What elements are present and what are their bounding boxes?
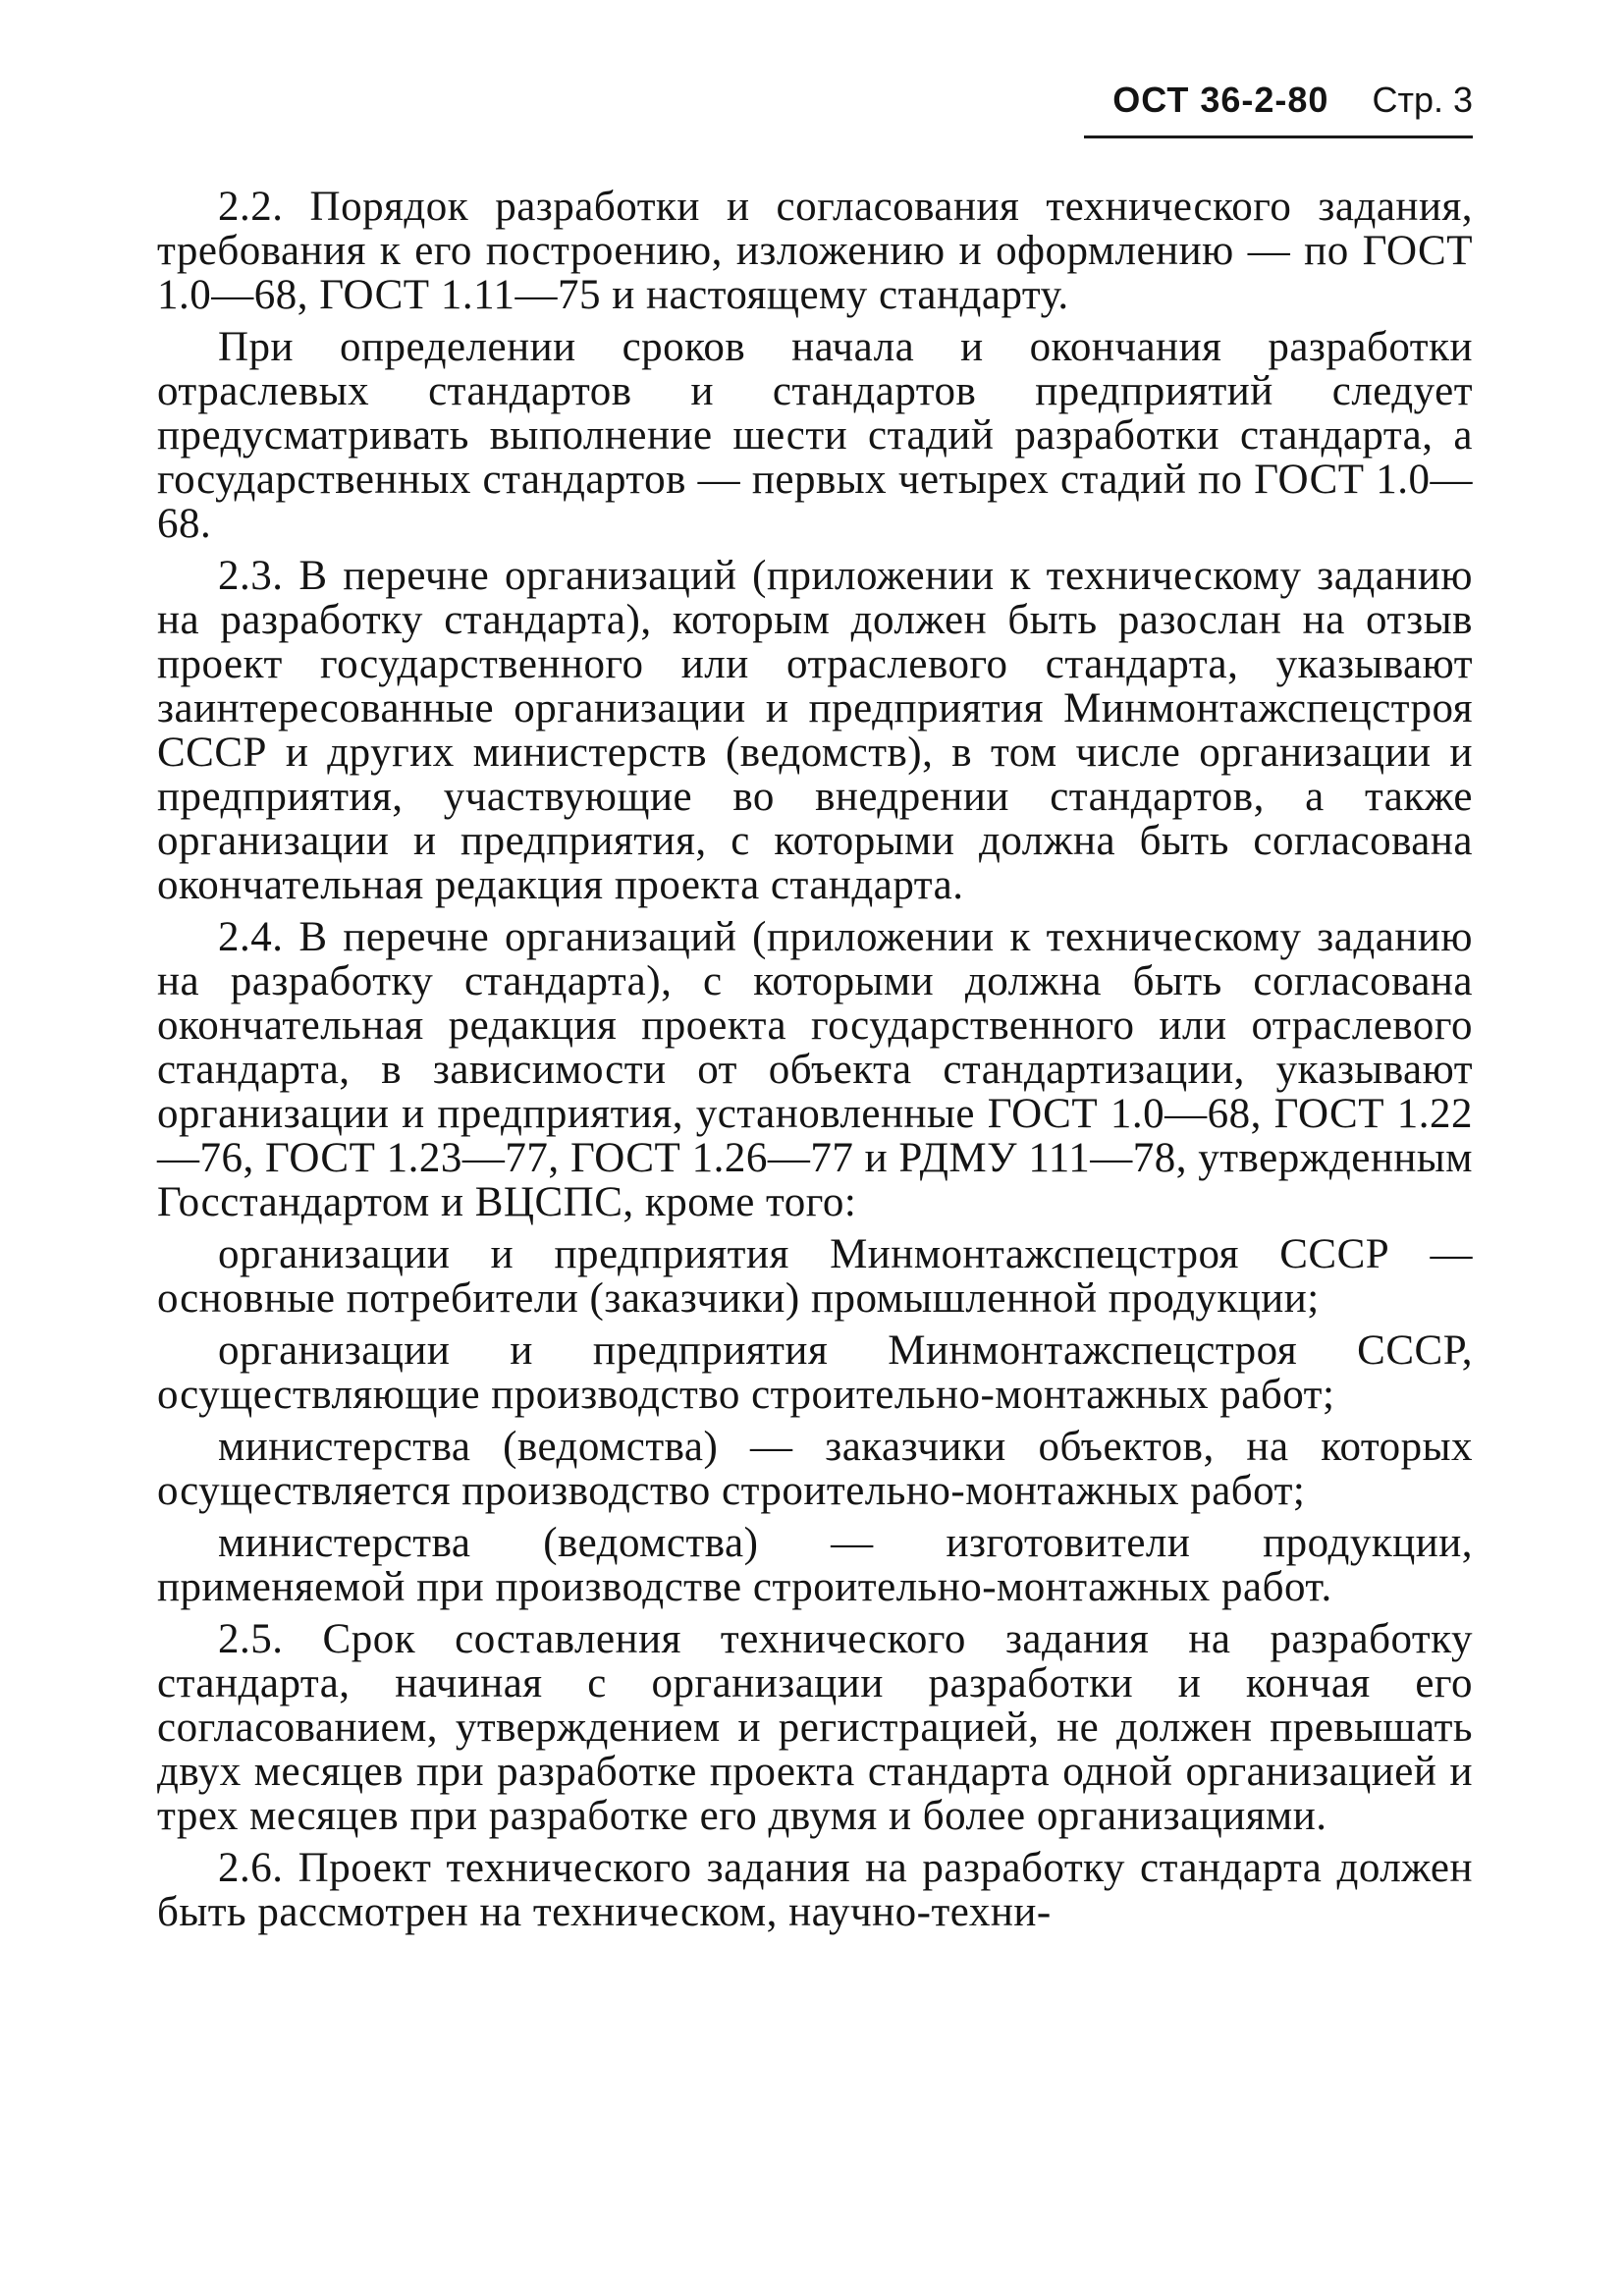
standard-code: ОСТ 36-2-80 (1112, 80, 1329, 120)
paragraph-2-2: 2.2. Порядок разработки и согласования технического задания, требования к его построению, изложению и оформлению — по ГОСТ 1.0—68, ГОСТ 1.11—75 и настоящему стандарту. (157, 184, 1473, 318)
document-page (157, 0, 1473, 2273)
paragraph-2-2-deadlines: При определении сроков начала и окончания разработки отраслевых стандартов и стандартов предприятий следует предусматривать выполнение шести стадий разработки стандарта, а государственных стандартов — первых четырех стадий по ГОСТ 1.0—68. (157, 324, 1473, 547)
list-item-manufacturer-ministries: министерства (ведомства) — изготовители продукции, применяемой при производстве строительно-монтажных работ. (157, 1520, 1473, 1610)
page-number: Стр. 3 (1372, 80, 1473, 120)
list-item-contractors: организации и предприятия Минмонтажспецстроя СССР, осуществляющие производство строительно-монтажных работ; (157, 1327, 1473, 1418)
list-item-customer-ministries: министерства (ведомства) — заказчики объектов, на которых осуществляется производство строительно-монтажных работ; (157, 1424, 1473, 1514)
paragraph-2-6: 2.6. Проект технического задания на разработку стандарта должен быть рассмотрен на техническом, научно-техни- (157, 1845, 1473, 1935)
paragraph-2-3: 2.3. В перечне организаций (приложении к техническому заданию на разработку стандарта), которым должен быть разослан на отзыв проект государственного или отраслевого стандарта, указывают заинтересованные организации и предприятия Минмонтажспецстроя СССР и других министерств (ведомств), в том числе организации и предприятия, участвующие во внедрении стандартов, а также организации и предприятия, с которыми должна быть согласована окончательная редакция проекта стандарта. (157, 553, 1473, 908)
list-item-consumers: организации и предприятия Минмонтажспецстроя СССР — основные потребители (заказчики) промышленной продукции; (157, 1231, 1473, 1322)
document-body (157, 185, 1473, 1942)
page-header (1084, 77, 1473, 138)
paragraph-2-5: 2.5. Срок составления технического задания на разработку стандарта, начиная с организации разработки и кончая его согласованием, утверждением и регистрацией, не должен превышать двух месяцев при разработке проекта стандарта одной организацией и трех месяцев при разработке его двумя и более организациями. (157, 1616, 1473, 1839)
paragraph-2-4: 2.4. В перечне организаций (приложении к техническому заданию на разработку стандарта), с которыми должна быть согласована окончательная редакция проекта государственного или отраслевого стандарта, в зависимости от объекта стандартизации, указывают организации и предприятия, установленные ГОСТ 1.0—68, ГОСТ 1.22—76, ГОСТ 1.23—77, ГОСТ 1.26—77 и РДМУ 111—78, утвержденным Госстандартом и ВЦСПС, кроме того: (157, 914, 1473, 1225)
